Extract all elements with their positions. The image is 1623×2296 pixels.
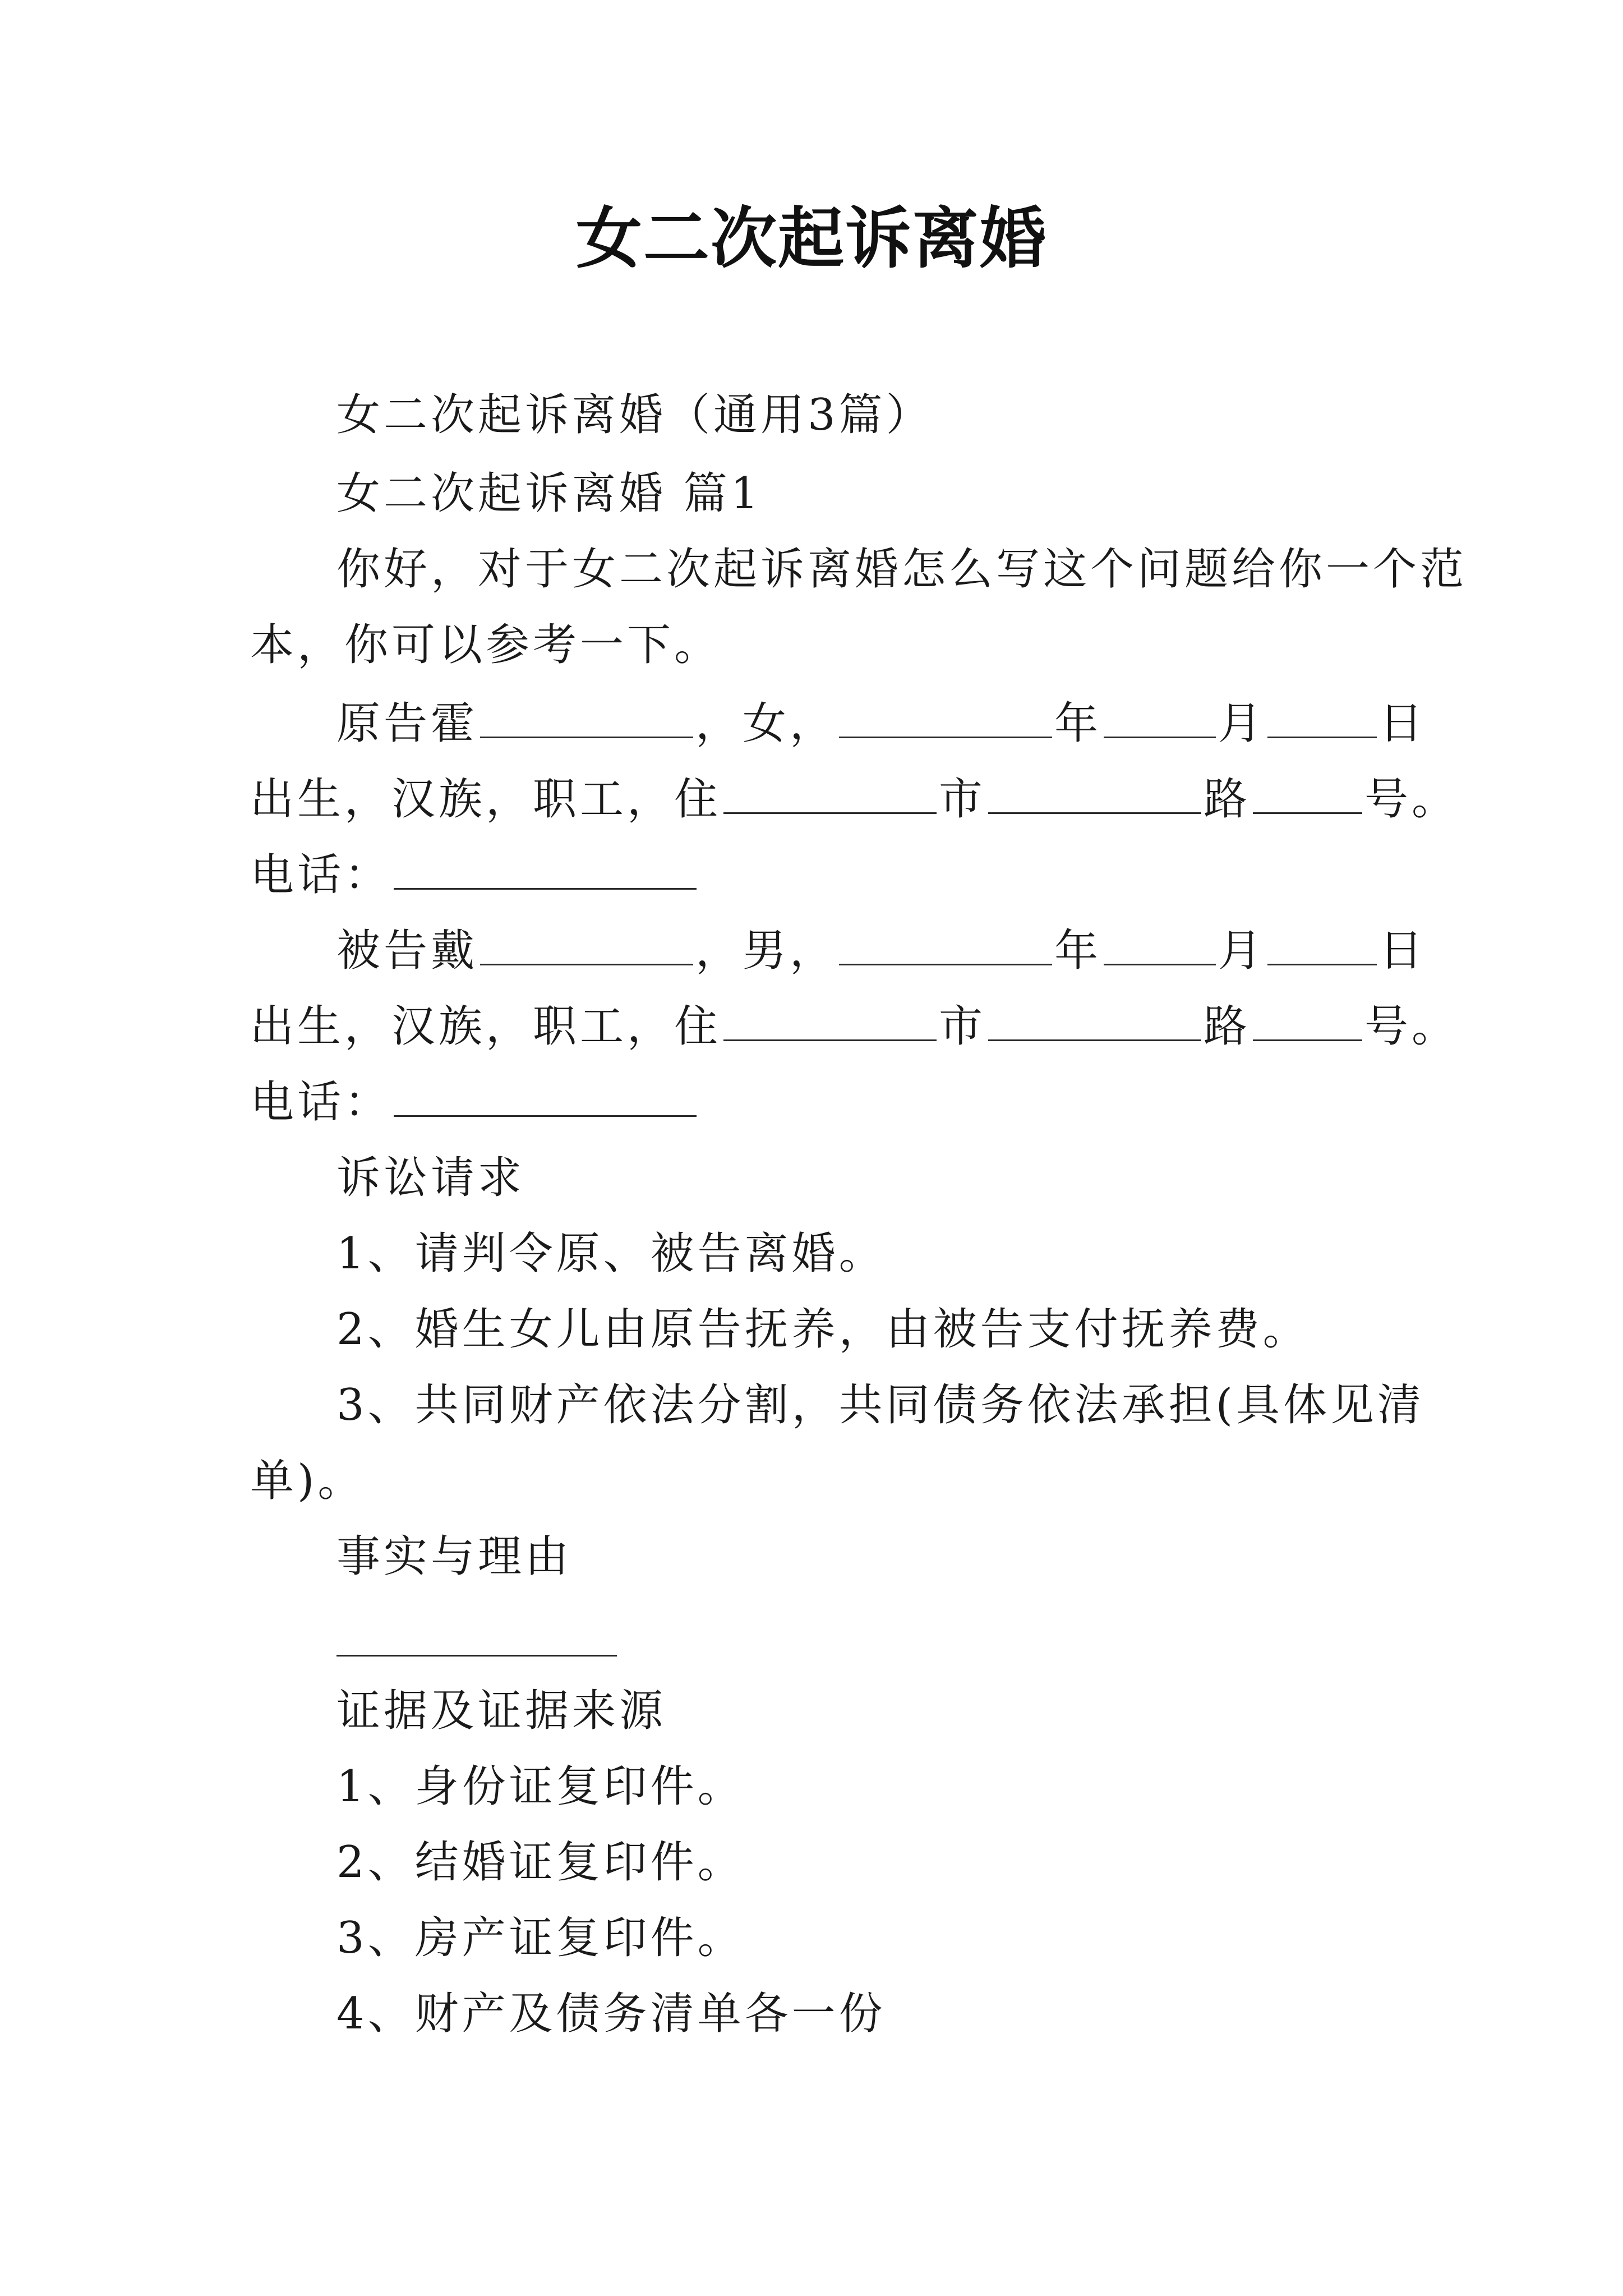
plaintiff-year-label: 年 [1054, 698, 1102, 749]
defendant-gender: ，男， [695, 926, 837, 976]
claim-item: 1、请判令原、被告离婚。 [336, 1228, 886, 1279]
plaintiff-line-1 [336, 696, 1426, 752]
plaintiff-number-blank [1253, 773, 1362, 814]
plaintiff-phone-blank [394, 849, 697, 890]
defendant-line-2 [250, 999, 1459, 1055]
plaintiff-road-label: 路 [1204, 774, 1251, 825]
facts-blank-line [336, 1655, 617, 1657]
intro-line-2: 本，你可以参考一下。 [250, 620, 722, 670]
evidence-heading: 证据及证据来源 [336, 1686, 667, 1736]
plaintiff-city-blank [723, 773, 937, 814]
section-heading: 女二次起诉离婚 篇1 [336, 468, 762, 519]
defendant-month-blank [1104, 924, 1216, 965]
plaintiff-month-label: 月 [1218, 698, 1266, 749]
defendant-day-label: 日 [1379, 926, 1427, 976]
plaintiff-line-2 [250, 771, 1459, 827]
evidence-item: 4、财产及债务清单各一份 [336, 1989, 886, 2039]
claims-heading: 诉讼请求 [336, 1153, 525, 1203]
defendant-phone-blank [394, 1076, 697, 1117]
defendant-line-1 [336, 923, 1426, 979]
plaintiff-phone-line [250, 847, 699, 903]
defendant-phone-label: 电话： [250, 1077, 392, 1128]
plaintiff-residence-label: 出生，汉族，职工，住 [250, 774, 722, 825]
claim-item: 2、婚生女儿由原告抚养，由被告支付抚养费。 [336, 1304, 1310, 1355]
plaintiff-name-label: 原告霍 [336, 698, 478, 749]
defendant-name-label: 被告戴 [336, 926, 478, 976]
defendant-name-blank [480, 924, 693, 965]
plaintiff-gender: ，女， [695, 698, 837, 749]
defendant-road-label: 路 [1204, 1001, 1251, 1052]
defendant-number-label: 号。 [1364, 1001, 1459, 1052]
defendant-city-label: 市 [939, 1001, 986, 1052]
plaintiff-year-blank [839, 697, 1052, 738]
defendant-month-label: 月 [1218, 926, 1266, 976]
plaintiff-name-blank [480, 697, 693, 738]
plaintiff-day-label: 日 [1379, 698, 1427, 749]
document-subtitle: 女二次起诉离婚（通用3篇） [336, 390, 933, 440]
evidence-item: 2、结婚证复印件。 [336, 1837, 745, 1888]
defendant-road-blank [988, 1000, 1201, 1041]
plaintiff-day-blank [1267, 697, 1377, 738]
intro-line-1: 你好，对于女二次起诉离婚怎么写这个问题给你一个范 [336, 544, 1468, 595]
evidence-item: 1、身份证复印件。 [336, 1761, 745, 1812]
defendant-day-blank [1267, 924, 1377, 965]
document-title: 女二次起诉离婚 [575, 199, 1047, 277]
claim-item: 3、共同财产依法分割，共同债务依法承担(具体见清 [336, 1380, 1425, 1430]
plaintiff-city-label: 市 [939, 774, 986, 825]
defendant-residence-label: 出生，汉族，职工，住 [250, 1001, 722, 1052]
defendant-year-label: 年 [1054, 926, 1102, 976]
defendant-number-blank [1253, 1000, 1362, 1041]
claim-item-continuation: 单)。 [250, 1456, 365, 1506]
plaintiff-month-blank [1104, 697, 1216, 738]
defendant-year-blank [839, 924, 1052, 965]
plaintiff-phone-label: 电话： [250, 850, 392, 900]
defendant-city-blank [723, 1000, 937, 1041]
plaintiff-number-label: 号。 [1364, 774, 1459, 825]
facts-heading: 事实与理由 [336, 1531, 573, 1582]
plaintiff-road-blank [988, 773, 1201, 814]
evidence-item: 3、房产证复印件。 [336, 1913, 745, 1963]
defendant-phone-line [250, 1074, 699, 1130]
